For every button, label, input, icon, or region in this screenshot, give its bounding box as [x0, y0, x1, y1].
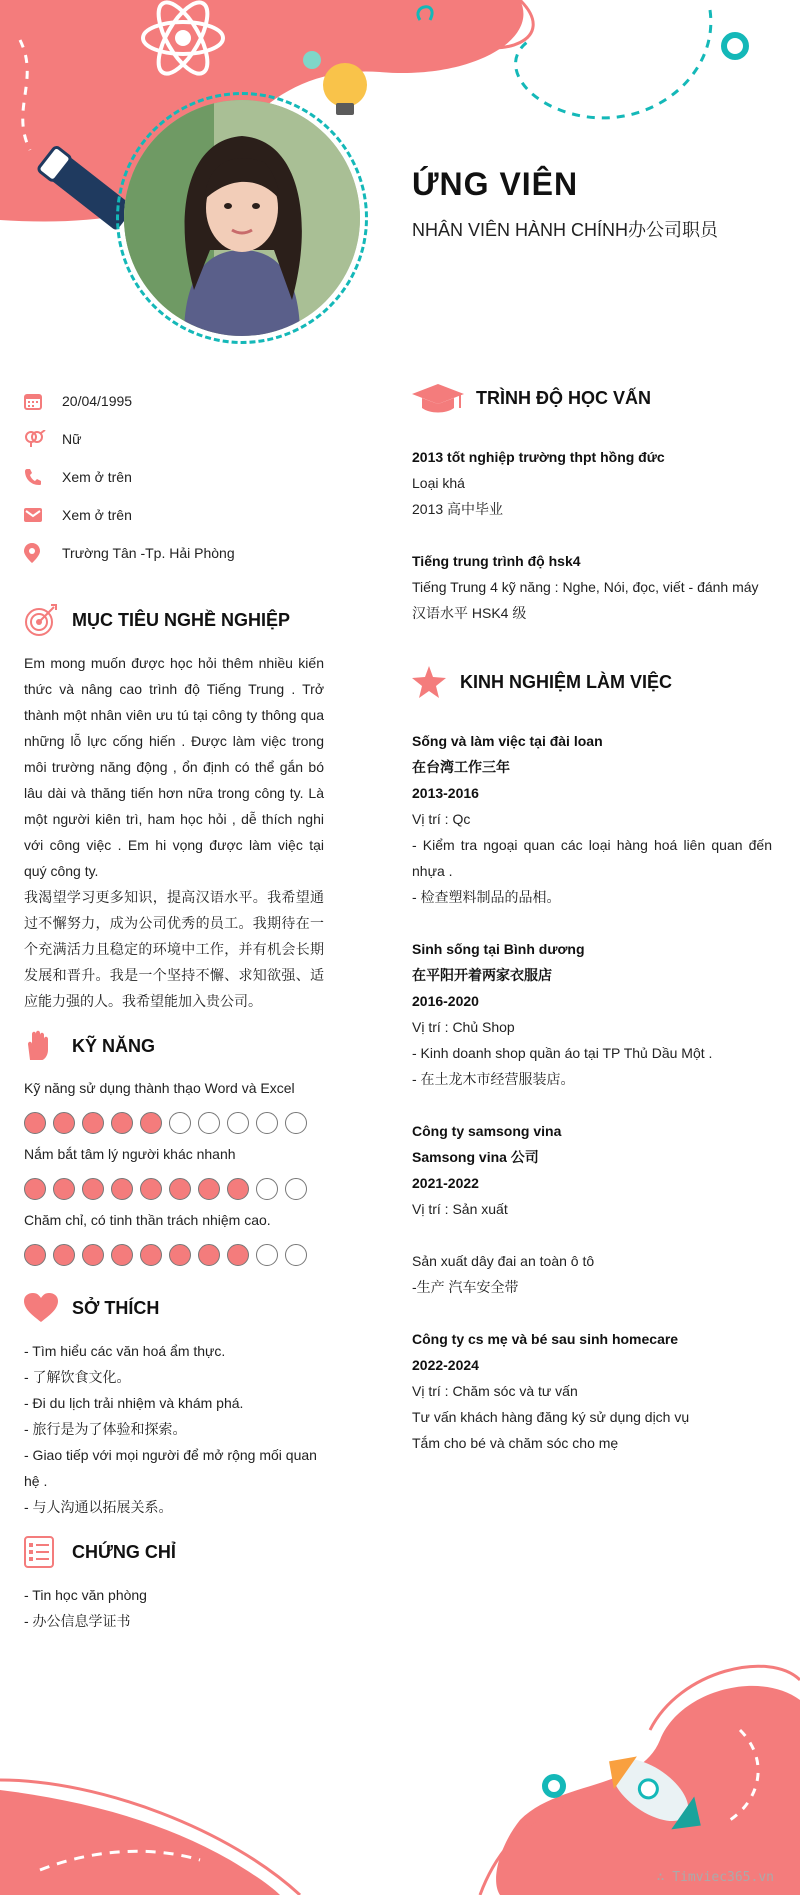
skills-list	[24, 1078, 324, 1266]
experience-line: - Kiểm tra ngoại quan các loại hàng hoá liên quan đến nhựa .	[412, 837, 772, 879]
skill-dot-empty	[256, 1112, 278, 1134]
experience-line: - 在土龙木市经营服装店。	[412, 1071, 575, 1087]
skill-dot-empty	[256, 1244, 278, 1266]
skill-dot-empty	[285, 1178, 307, 1200]
experience-entry	[412, 1326, 772, 1456]
skill-label: Kỹ năng sử dụng thành thạo Word và Excel	[24, 1080, 295, 1096]
experience-line: Vị trí : Sản xuất	[412, 1201, 508, 1217]
objective-body	[24, 650, 324, 1014]
skill-item	[24, 1210, 324, 1266]
location-pin-icon	[24, 543, 52, 563]
skill-dot-filled	[111, 1112, 133, 1134]
education-list	[412, 444, 772, 626]
education-heading: 2013 tốt nghiệp trường thpt hồng đức	[412, 449, 665, 465]
candidate-name: ỨNG VIÊN	[412, 166, 579, 202]
skill-dot-filled	[24, 1178, 46, 1200]
experience-line: Vị trí : Chăm sóc và tư vấn	[412, 1383, 578, 1399]
experience-line: -生产 汽车安全带	[412, 1279, 519, 1295]
skill-dot-filled	[24, 1244, 46, 1266]
watermark: ∴ Timviec365.vn	[656, 1870, 774, 1885]
heart-icon	[24, 1290, 64, 1326]
certificate-item: - 办公信息学证书	[24, 1613, 131, 1629]
contact-address	[24, 534, 324, 572]
experience-line: Vị trí : Qc	[412, 811, 471, 827]
hand-icon	[24, 1028, 64, 1064]
objective-section-title	[24, 598, 324, 642]
skill-dot-filled	[111, 1244, 133, 1266]
education-line: Loại khá	[412, 475, 465, 491]
avatar-portrait-icon	[124, 100, 360, 336]
skill-dot-filled	[198, 1178, 220, 1200]
certificate-list-icon	[24, 1534, 64, 1570]
skill-item	[24, 1144, 324, 1200]
experience-company: Công ty samsong vina	[412, 1123, 562, 1139]
skill-rating	[24, 1178, 324, 1200]
skill-dot-filled	[198, 1244, 220, 1266]
gender-icon	[24, 429, 52, 449]
graduation-cap-icon	[412, 380, 468, 416]
skills-title: KỸ NĂNG	[72, 1035, 156, 1056]
contact-gender-value: Nữ	[62, 431, 82, 447]
experience-line: Sản xuất dây đai an toàn ô tô	[412, 1253, 595, 1269]
experience-section-title	[412, 660, 772, 704]
hobby-item: - Giao tiếp với mọi người để mở rộng mối quan hệ .	[24, 1447, 317, 1489]
education-line: 汉语水平 HSK4 级	[412, 605, 527, 621]
skill-dot-filled	[111, 1178, 133, 1200]
contact-phone	[24, 458, 324, 496]
objective-title: MỤC TIÊU NGHỀ NGHIỆP	[72, 609, 291, 630]
experience-line: - 检查塑料制品的品相。	[412, 889, 561, 905]
objective-paragraph-vi: Em mong muốn được học hỏi thêm nhiều kiến thức và nâng cao trình độ Tiếng Trung . Trở thành một nhân viên ưu tú tại công ty thông qua những lỗ lực cống hiến . Được làm việc trong môi trường năng động , ổn định có thể gắn bó lâu dài và thăng tiến hơn nữa trong công ty. Là một người kiên trì, ham học hỏi , dễ thích nghi với công việc . Em hi vọng được làm việc tại quý công ty.	[24, 655, 324, 879]
skill-dot-empty	[169, 1112, 191, 1134]
experience-company: Sống và làm việc tại đài loan	[412, 733, 603, 749]
email-icon	[24, 505, 52, 525]
target-icon	[24, 602, 64, 638]
skill-dot-filled	[82, 1178, 104, 1200]
hobbies-title: SỞ THÍCH	[72, 1297, 160, 1318]
hobby-item: - Tìm hiểu các văn hoá ẩm thực.	[24, 1343, 226, 1359]
experience-entry	[412, 1118, 772, 1300]
left-column	[24, 382, 324, 1634]
skill-dot-empty	[285, 1244, 307, 1266]
skill-dot-filled	[169, 1244, 191, 1266]
hobbies-list	[24, 1338, 324, 1520]
skill-dot-filled	[140, 1244, 162, 1266]
hobby-item: - 了解饮食文化。	[24, 1369, 131, 1385]
contact-birthday	[24, 382, 324, 420]
hobby-item: - 旅行是为了体验和探索。	[24, 1421, 187, 1437]
skill-dot-filled	[169, 1178, 191, 1200]
skill-dot-empty	[256, 1178, 278, 1200]
experience-period: 2013-2016	[412, 785, 479, 801]
certificates-list	[24, 1582, 324, 1634]
objective-paragraph-cn: 我渴望学习更多知识，提高汉语水平。我希望通过不懈努力，成为公司优秀的员工。我期待在一个充满活力且稳定的环境中工作，并有机会长期发展和晋升。我是一个坚持不懈、求知欲强、适应能力强的人。我希望能加入贵公司。	[24, 889, 324, 1009]
skill-item	[24, 1078, 324, 1134]
skill-dot-filled	[53, 1244, 75, 1266]
skill-dot-filled	[140, 1112, 162, 1134]
skill-label: Nắm bắt tâm lý người khác nhanh	[24, 1146, 236, 1162]
experience-period: 2016-2020	[412, 993, 479, 1009]
skill-dot-empty	[198, 1112, 220, 1134]
experience-line: - Kinh doanh shop quần áo tại TP Thủ Dầu Một .	[412, 1045, 713, 1061]
skill-dot-filled	[82, 1112, 104, 1134]
hobby-item: - 与人沟通以拓展关系。	[24, 1499, 173, 1515]
contact-info	[24, 382, 324, 572]
contact-email	[24, 496, 324, 534]
experience-period: 2022-2024	[412, 1357, 479, 1373]
experience-entry	[412, 728, 772, 910]
contact-phone-value: Xem ở trên	[62, 469, 132, 485]
certificates-section-title	[24, 1530, 324, 1574]
contact-gender	[24, 420, 324, 458]
experience-line: Vị trí : Chủ Shop	[412, 1019, 515, 1035]
right-column	[412, 376, 772, 1482]
avatar-photo	[124, 100, 360, 336]
skill-rating	[24, 1112, 324, 1134]
phone-icon	[24, 467, 52, 487]
experience-company-cn: Samsong vina 公司	[412, 1149, 539, 1165]
experience-line: Tắm cho bé và chăm sóc cho mẹ	[412, 1435, 619, 1451]
skill-dot-filled	[24, 1112, 46, 1134]
experience-company: Công ty cs mẹ và bé sau sinh homecare	[412, 1331, 679, 1347]
star-icon	[412, 664, 452, 700]
experience-company-cn: 在台湾工作三年	[412, 759, 510, 775]
education-heading: Tiếng trung trình độ hsk4	[412, 553, 581, 569]
skill-label: Chăm chỉ, có tinh thần trách nhiệm cao.	[24, 1212, 271, 1228]
skill-dot-filled	[53, 1178, 75, 1200]
skill-rating	[24, 1244, 324, 1266]
experience-list	[412, 728, 772, 1456]
experience-title: KINH NGHIỆM LÀM VIỆC	[460, 671, 673, 692]
hobbies-section-title	[24, 1286, 324, 1330]
skills-section-title	[24, 1024, 324, 1068]
skill-dot-empty	[227, 1112, 249, 1134]
skill-dot-filled	[82, 1244, 104, 1266]
candidate-position: NHÂN VIÊN HÀNH CHÍNH办公司职员	[412, 220, 719, 240]
skill-dot-filled	[53, 1112, 75, 1134]
education-title: TRÌNH ĐỘ HỌC VẤN	[476, 387, 651, 408]
education-entry	[412, 548, 772, 626]
certificate-item: - Tin học văn phòng	[24, 1587, 147, 1603]
education-entry	[412, 444, 772, 522]
certificates-title: CHỨNG CHỈ	[72, 1541, 176, 1562]
experience-company-cn: 在平阳开着两家衣服店	[412, 967, 552, 983]
hobby-item: - Đi du lịch trải nhiệm và khám phá.	[24, 1395, 244, 1411]
experience-period: 2021-2022	[412, 1175, 479, 1191]
experience-line: Tư vấn khách hàng đăng ký sử dụng dịch vụ	[412, 1409, 690, 1425]
experience-spacer	[412, 1222, 772, 1248]
experience-entry	[412, 936, 772, 1092]
contact-email-value: Xem ở trên	[62, 507, 132, 523]
education-line: 2013 高中毕业	[412, 501, 504, 517]
education-line: Tiếng Trung 4 kỹ năng : Nghe, Nói, đọc, viết - đánh máy	[412, 579, 759, 595]
skill-dot-filled	[227, 1244, 249, 1266]
skill-dot-filled	[140, 1178, 162, 1200]
education-section-title	[412, 376, 772, 420]
contact-birthday-value: 20/04/1995	[62, 393, 133, 409]
skill-dot-filled	[227, 1178, 249, 1200]
skill-dot-empty	[285, 1112, 307, 1134]
contact-address-value: Trường Tân -Tp. Hải Phòng	[62, 545, 235, 561]
calendar-icon	[24, 391, 52, 411]
experience-company: Sinh sống tại Bình dương	[412, 941, 585, 957]
